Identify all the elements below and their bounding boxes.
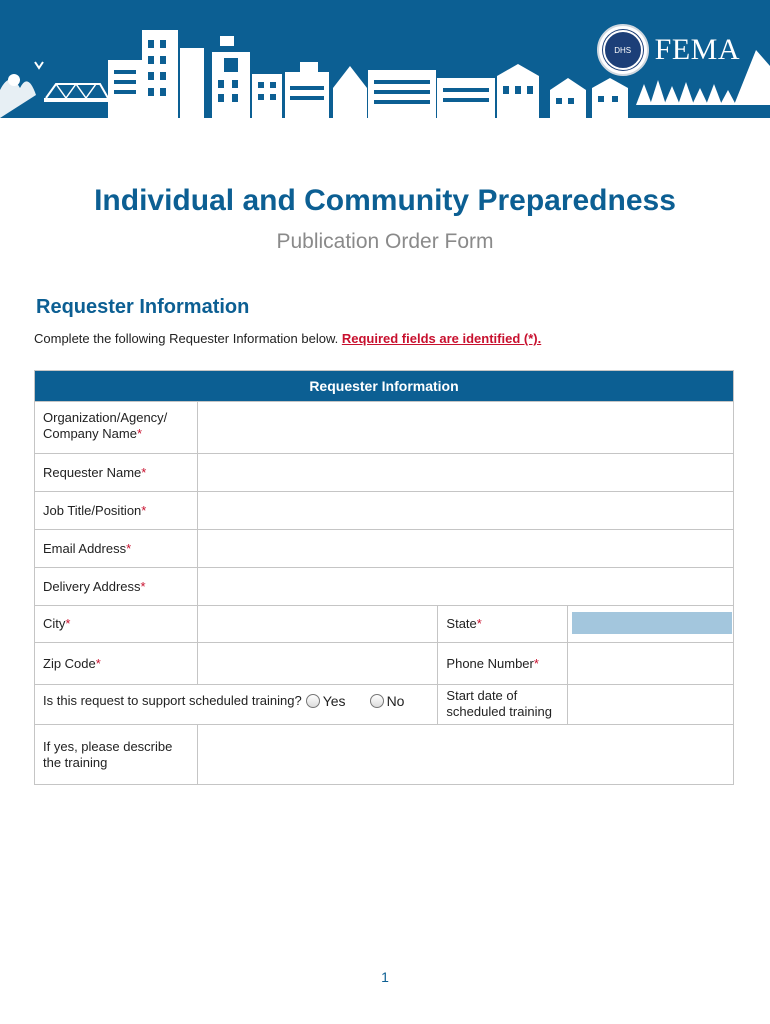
requester-name-label: Requester Name*: [43, 465, 147, 480]
training-description-label: If yes, please describe the training: [43, 739, 173, 770]
required-note: Required fields are identified (*).: [341, 331, 542, 346]
start-date-label: Start date of scheduled training: [437, 685, 567, 724]
state-input-highlight[interactable]: [572, 612, 732, 634]
form-header: Requester Information: [35, 371, 733, 401]
document-title: Individual and Community Preparedness: [94, 184, 676, 217]
form-row-requester-name: [35, 453, 733, 491]
form-row-zip-phone: [35, 642, 733, 684]
training-question-label: Is this request to support scheduled training?: [43, 692, 302, 708]
delivery-address-field[interactable]: [197, 568, 733, 605]
email-field[interactable]: [197, 530, 733, 567]
organization-label: Organization/Agency/ Company Name*: [43, 410, 168, 441]
page-number: 1: [381, 969, 389, 985]
requester-name-field[interactable]: [197, 454, 733, 491]
form-row-city-state: [35, 605, 733, 642]
yes-radio-button[interactable]: [306, 694, 320, 708]
no-radio-label: No: [386, 692, 405, 709]
form-row-training: [35, 684, 733, 724]
phone-label: Phone Number*: [437, 643, 567, 684]
form-row-email: [35, 529, 733, 567]
instructions-body: Complete the following Requester Information below.: [34, 331, 342, 346]
form-row-organization: [35, 401, 733, 453]
yes-radio-label: Yes: [322, 692, 346, 709]
requester-form: [34, 370, 734, 785]
training-question: [35, 685, 437, 724]
start-date-field[interactable]: [567, 685, 733, 724]
form-row-training-description: [35, 724, 733, 784]
email-label: Email Address*: [43, 541, 132, 556]
section-heading: Requester Information: [36, 296, 250, 318]
instructions-text: [34, 331, 541, 346]
organization-field[interactable]: [197, 402, 733, 453]
fema-wordmark: FEMA: [654, 33, 740, 66]
header-banner: [0, 0, 770, 118]
state-label: State*: [437, 606, 567, 642]
document-subtitle: Publication Order Form: [276, 230, 494, 253]
job-title-field[interactable]: [197, 492, 733, 529]
fema-logo: [597, 24, 740, 76]
city-field[interactable]: [197, 606, 438, 642]
state-field[interactable]: [567, 606, 733, 642]
training-description-field[interactable]: [197, 725, 733, 784]
dhs-seal-icon: DHS: [597, 24, 649, 76]
phone-field[interactable]: [567, 643, 733, 684]
form-row-job-title: [35, 491, 733, 529]
zip-field[interactable]: [197, 643, 438, 684]
delivery-address-label: Delivery Address*: [43, 579, 146, 594]
zip-label: Zip Code*: [43, 656, 101, 671]
form-row-delivery-address: [35, 567, 733, 605]
city-label: City*: [43, 616, 71, 631]
no-radio-button[interactable]: [370, 694, 384, 708]
job-title-label: Job Title/Position*: [43, 503, 147, 518]
